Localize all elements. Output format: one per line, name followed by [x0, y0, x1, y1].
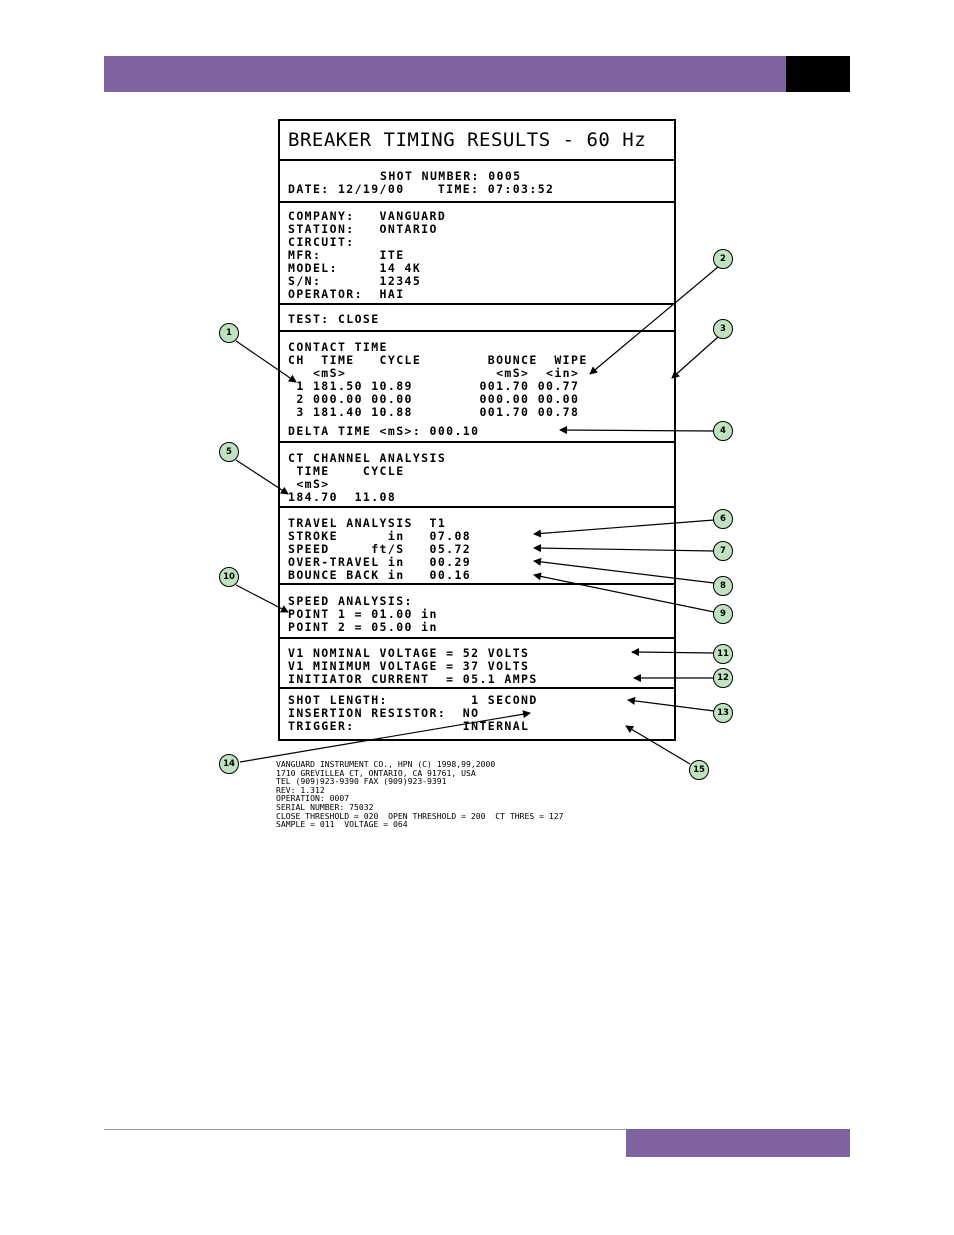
callout-13: 13 — [713, 703, 733, 723]
printout-footer — [276, 760, 564, 829]
footer-line: VANGUARD INSTRUMENT CO., HPN (C) 1998,99,2000 — [276, 759, 496, 769]
footer-line: 1710 GREVILLEA CT, ONTARIO, CA 91761, USA — [276, 767, 476, 778]
test-type: TEST: CLOSE — [288, 312, 380, 326]
header-bar — [104, 56, 786, 92]
initiator-current: INITIATOR CURRENT = 05.1 AMPS — [288, 672, 538, 686]
speed-point-1: POINT 1 = 01.00 in — [288, 607, 438, 621]
printout-title: BREAKER TIMING RESULTS - 60 Hz — [288, 129, 647, 151]
info-station: STATION: ONTARIO — [288, 222, 438, 236]
callout-3: 3 — [713, 319, 733, 339]
callout-5: 5 — [219, 442, 239, 462]
travel-speed: SPEED ft/S 05.72 — [288, 542, 472, 556]
info-mfr: MFR: ITE — [288, 248, 405, 262]
callout-11: 11 — [713, 644, 733, 664]
contact-row: 2 000.00 00.00 000.00 00.00 — [288, 392, 580, 406]
voltage-nominal: V1 NOMINAL VOLTAGE = 52 VOLTS — [288, 646, 530, 660]
info-operator: OPERATOR: HAI — [288, 287, 405, 301]
footer-line: REV: 1.312 — [276, 784, 325, 795]
contact-row: 3 181.40 10.88 001.70 00.78 — [288, 405, 580, 419]
callout-12: 12 — [713, 668, 733, 688]
printout — [278, 119, 676, 741]
footer-line: SAMPLE = 011 VOLTAGE = 064 — [276, 819, 408, 830]
shot-number: SHOT NUMBER: 0005 — [380, 169, 522, 183]
test-section — [280, 305, 674, 332]
contact-section — [280, 332, 674, 443]
insertion-resistor: INSERTION RESISTOR: NO — [288, 706, 480, 720]
contact-column-header: CH TIME CYCLE BOUNCE WIPE — [288, 353, 588, 367]
speed-section — [280, 585, 674, 639]
arrow-3 — [672, 337, 718, 378]
travel-heading: TRAVEL ANALYSIS T1 — [288, 516, 447, 530]
callout-6: 6 — [713, 509, 733, 529]
ct-column-header: TIME CYCLE — [288, 464, 405, 478]
shot-info-section — [280, 689, 674, 741]
voltage-section — [280, 639, 674, 689]
speed-heading: SPEED ANALYSIS: — [288, 594, 413, 608]
info-serial: S/N: 12345 — [288, 274, 422, 288]
travel-over-travel: OVER-TRAVEL in 00.29 — [288, 555, 472, 569]
delta-time: DELTA TIME <mS>: 000.10 — [288, 424, 480, 438]
callout-15: 15 — [689, 760, 709, 780]
callout-14: 14 — [219, 754, 239, 774]
ct-units: <mS> — [288, 477, 330, 491]
callout-10: 10 — [219, 567, 239, 587]
callout-2: 2 — [713, 249, 733, 269]
shot-date-time: DATE: 12/19/00 TIME: 07:03:52 — [288, 182, 555, 196]
travel-stroke: STROKE in 07.08 — [288, 529, 472, 543]
info-model: MODEL: 14 4K — [288, 261, 422, 275]
ct-section — [280, 443, 674, 508]
callout-1: 1 — [219, 323, 239, 343]
info-section — [280, 203, 674, 305]
contact-row: 1 181.50 10.89 001.70 00.77 — [288, 379, 580, 393]
footer-line: TEL (909)923-9390 FAX (909)923-9391 — [276, 776, 447, 787]
contact-units: <mS> <mS> <in> — [288, 366, 580, 380]
travel-section — [280, 508, 674, 585]
callout-9: 9 — [713, 604, 733, 624]
info-company: COMPANY: VANGUARD — [288, 209, 447, 223]
callout-4: 4 — [713, 421, 733, 441]
contact-heading: CONTACT TIME — [288, 340, 388, 354]
speed-point-2: POINT 2 = 05.00 in — [288, 620, 438, 634]
ct-heading: CT CHANNEL ANALYSIS — [288, 451, 447, 465]
trigger: TRIGGER: INTERNAL — [288, 719, 530, 733]
shot-length: SHOT LENGTH: 1 SECOND — [288, 693, 538, 707]
footer-line: OPERATION: 0007 — [276, 793, 350, 804]
header-page-number-block — [786, 56, 850, 92]
footer-line: SERIAL NUMBER: 75032 — [276, 801, 374, 812]
footer-line: CLOSE THRESHOLD = 020 OPEN THRESHOLD = 200 CT THRES = 127 — [276, 810, 564, 821]
info-circuit: CIRCUIT: — [288, 235, 355, 249]
ct-values: 184.70 11.08 — [288, 490, 397, 504]
shot-section — [280, 161, 674, 203]
callout-8: 8 — [713, 576, 733, 596]
callout-7: 7 — [713, 541, 733, 561]
footer-bar — [626, 1129, 850, 1157]
travel-bounce-back: BOUNCE BACK in 00.16 — [288, 568, 472, 582]
title-section — [280, 121, 674, 161]
voltage-minimum: V1 MINIMUM VOLTAGE = 37 VOLTS — [288, 659, 530, 673]
